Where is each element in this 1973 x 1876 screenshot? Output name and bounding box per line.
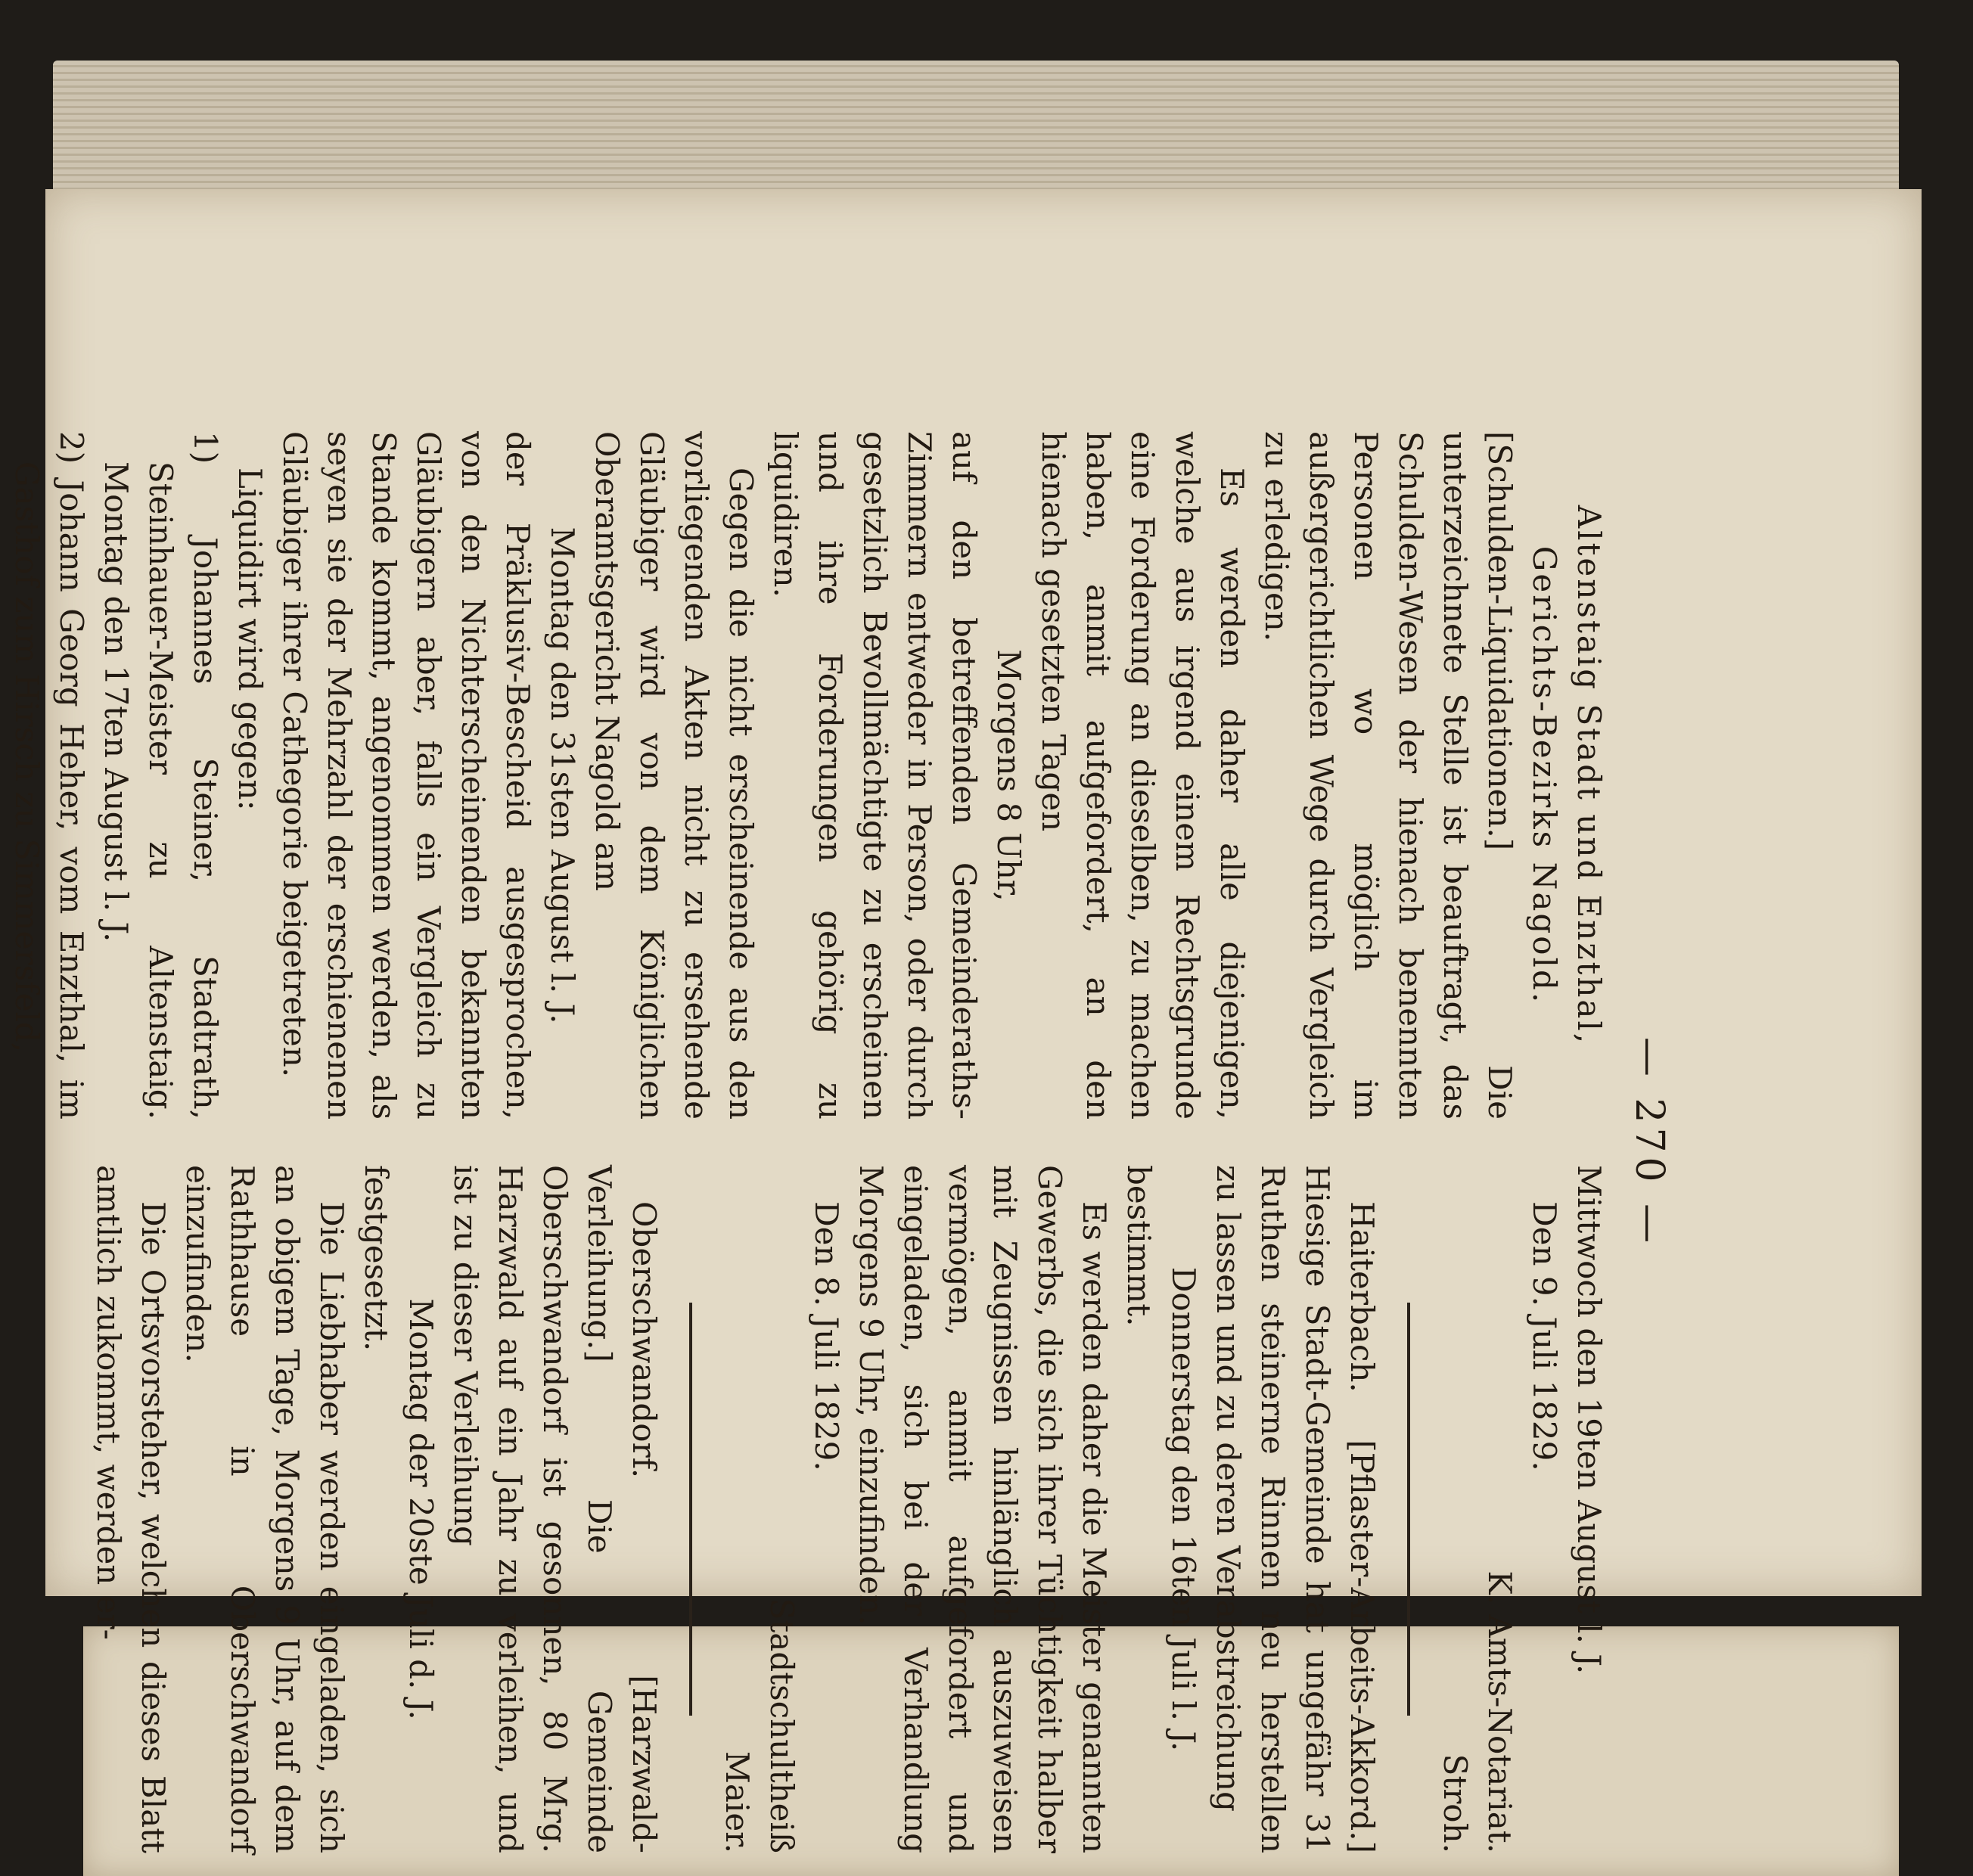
notice-date-line: Donnerstag den 16ten Juli l. J.: [1165, 1266, 1202, 1752]
notice-intro: [Schulden-Liquidationen.] Die unterzeichnete Stelle ist beauftragt, das Schulden-Wesen der hienach benennten Personen wo möglich im außergerichtlichen Wege durch Vergleich zu erledigen.: [1258, 431, 1518, 1120]
notice-time: Morgens 8 Uhr,: [990, 649, 1027, 902]
notice-section: Oberschwandorf. [Harzwald-Verleihung.] Die Gemeinde Oberschwandorf ist gesonnen, 80 Mrg. Harzwald auf ein Jahr zu verleihen, und ist zu dieser Verleihung: [447, 1165, 663, 1853]
notice-office: Stadtschultheiß: [763, 1598, 800, 1853]
section-divider: [689, 1303, 692, 1716]
book-page-edges: [53, 61, 1899, 197]
notice-signature: Maier.: [719, 1750, 756, 1853]
notice-paragraph: der Präklusiv-Bescheid ausgesprochen, von den Nichterscheinenden bekannten Gläubigern aber, falls ein Vergleich zu Stande kommt, angenommen werden, als seyen sie der Mehrzahl der erschienenen Gläubiger ihrer Cathegorie beigetreten.: [276, 431, 536, 1120]
notice-date-line: Montag der 20ste Juli d. J.: [402, 1298, 440, 1720]
notice-date: Den 8. Juli 1829.: [808, 1201, 845, 1471]
list-item: 2) Johann Georg Heher, vom Enzthal, im Gasthof zum Hirsch zu Simmersfeld,: [8, 431, 90, 1120]
notice-paragraph: Die Ortsvorsteher, welchen dieses Blatt amtlich zukommt, werden er-: [90, 1165, 172, 1853]
list-item: 1) Johannes Steiner, Stadtrath, Steinhauer-Meister zu Altenstaig. Montag den 17ten August l. J.: [98, 431, 224, 1120]
notice-paragraph: Es werden daher die Meister genannten Gewerbs, die sich ihrer Tüchtigkeit halber mit Zeugnissen hinlänglich auszuweisen vermögen, anmit aufgefordert und eingeladen, sich bei der Verhandlung Morgens 9 Uhr, einzufinden.: [853, 1165, 1113, 1853]
notice-office: K. Amts-Notariat.: [1481, 1570, 1518, 1853]
notice-text: festgesetzt.: [358, 1165, 395, 1352]
notice-paragraph: auf den betreffenden Gemeinderaths-Zimmern entweder in Person, oder durch gesetzlich Bevollmächtigte zu erscheinen und ihre Forderungen gehörig zu liquidiren.: [767, 431, 983, 1120]
notice-date: Den 9. Juli 1829.: [1526, 1201, 1563, 1471]
notice-paragraph: Es werden daher alle diejenigen, welche aus irgend einem Rechtsgrunde eine Forderung an dieselben, zu machen haben, anmit aufgefordert, an den hienach gesetzten Tagen: [1035, 431, 1251, 1120]
left-column: [8, 431, 1611, 1120]
notice-text: bestimmt.: [1120, 1165, 1157, 1327]
notice-date-line: Montag den 31sten August l. J.: [544, 526, 581, 1024]
notice-date-line: Mittwoch den 19ten August l. J.: [1571, 1165, 1608, 1675]
rotated-page-content: [8, 431, 1672, 1853]
section-divider: [1407, 1303, 1410, 1716]
notice-signature: Stroh.: [1437, 1753, 1474, 1853]
notice-paragraph: Die Liebhaber werden eingeladen, sich an obigem Tage, Morgens 9 Uhr, auf dem Rathhause in Oberschwandorf einzufinden.: [179, 1165, 350, 1853]
list-intro: Liquidirt wird gegen:: [231, 467, 269, 811]
right-column: [90, 1165, 1611, 1853]
page-number: — 270 —: [1627, 1036, 1672, 1248]
notice-title: Altenstaig Stadt und Enzthal, Gerichts-Bezirks Nagold.: [1526, 505, 1608, 1046]
notice-section: Haiterbach. [Pflaster-Arbeits-Akkord.] Hiesige Stadt-Gemeinde hat ungefähr 31 Ruthen steinerne Rinnen neu herstellen zu lassen und zu deren Verabstreichung: [1210, 1165, 1381, 1853]
page-header: [1611, 431, 1672, 1853]
notice-paragraph: Gegen die nicht erscheinende aus den vorliegenden Akten nicht zu ersehende Gläubiger wird von dem Königlichen Oberamtsgericht Nagold am: [589, 431, 760, 1120]
